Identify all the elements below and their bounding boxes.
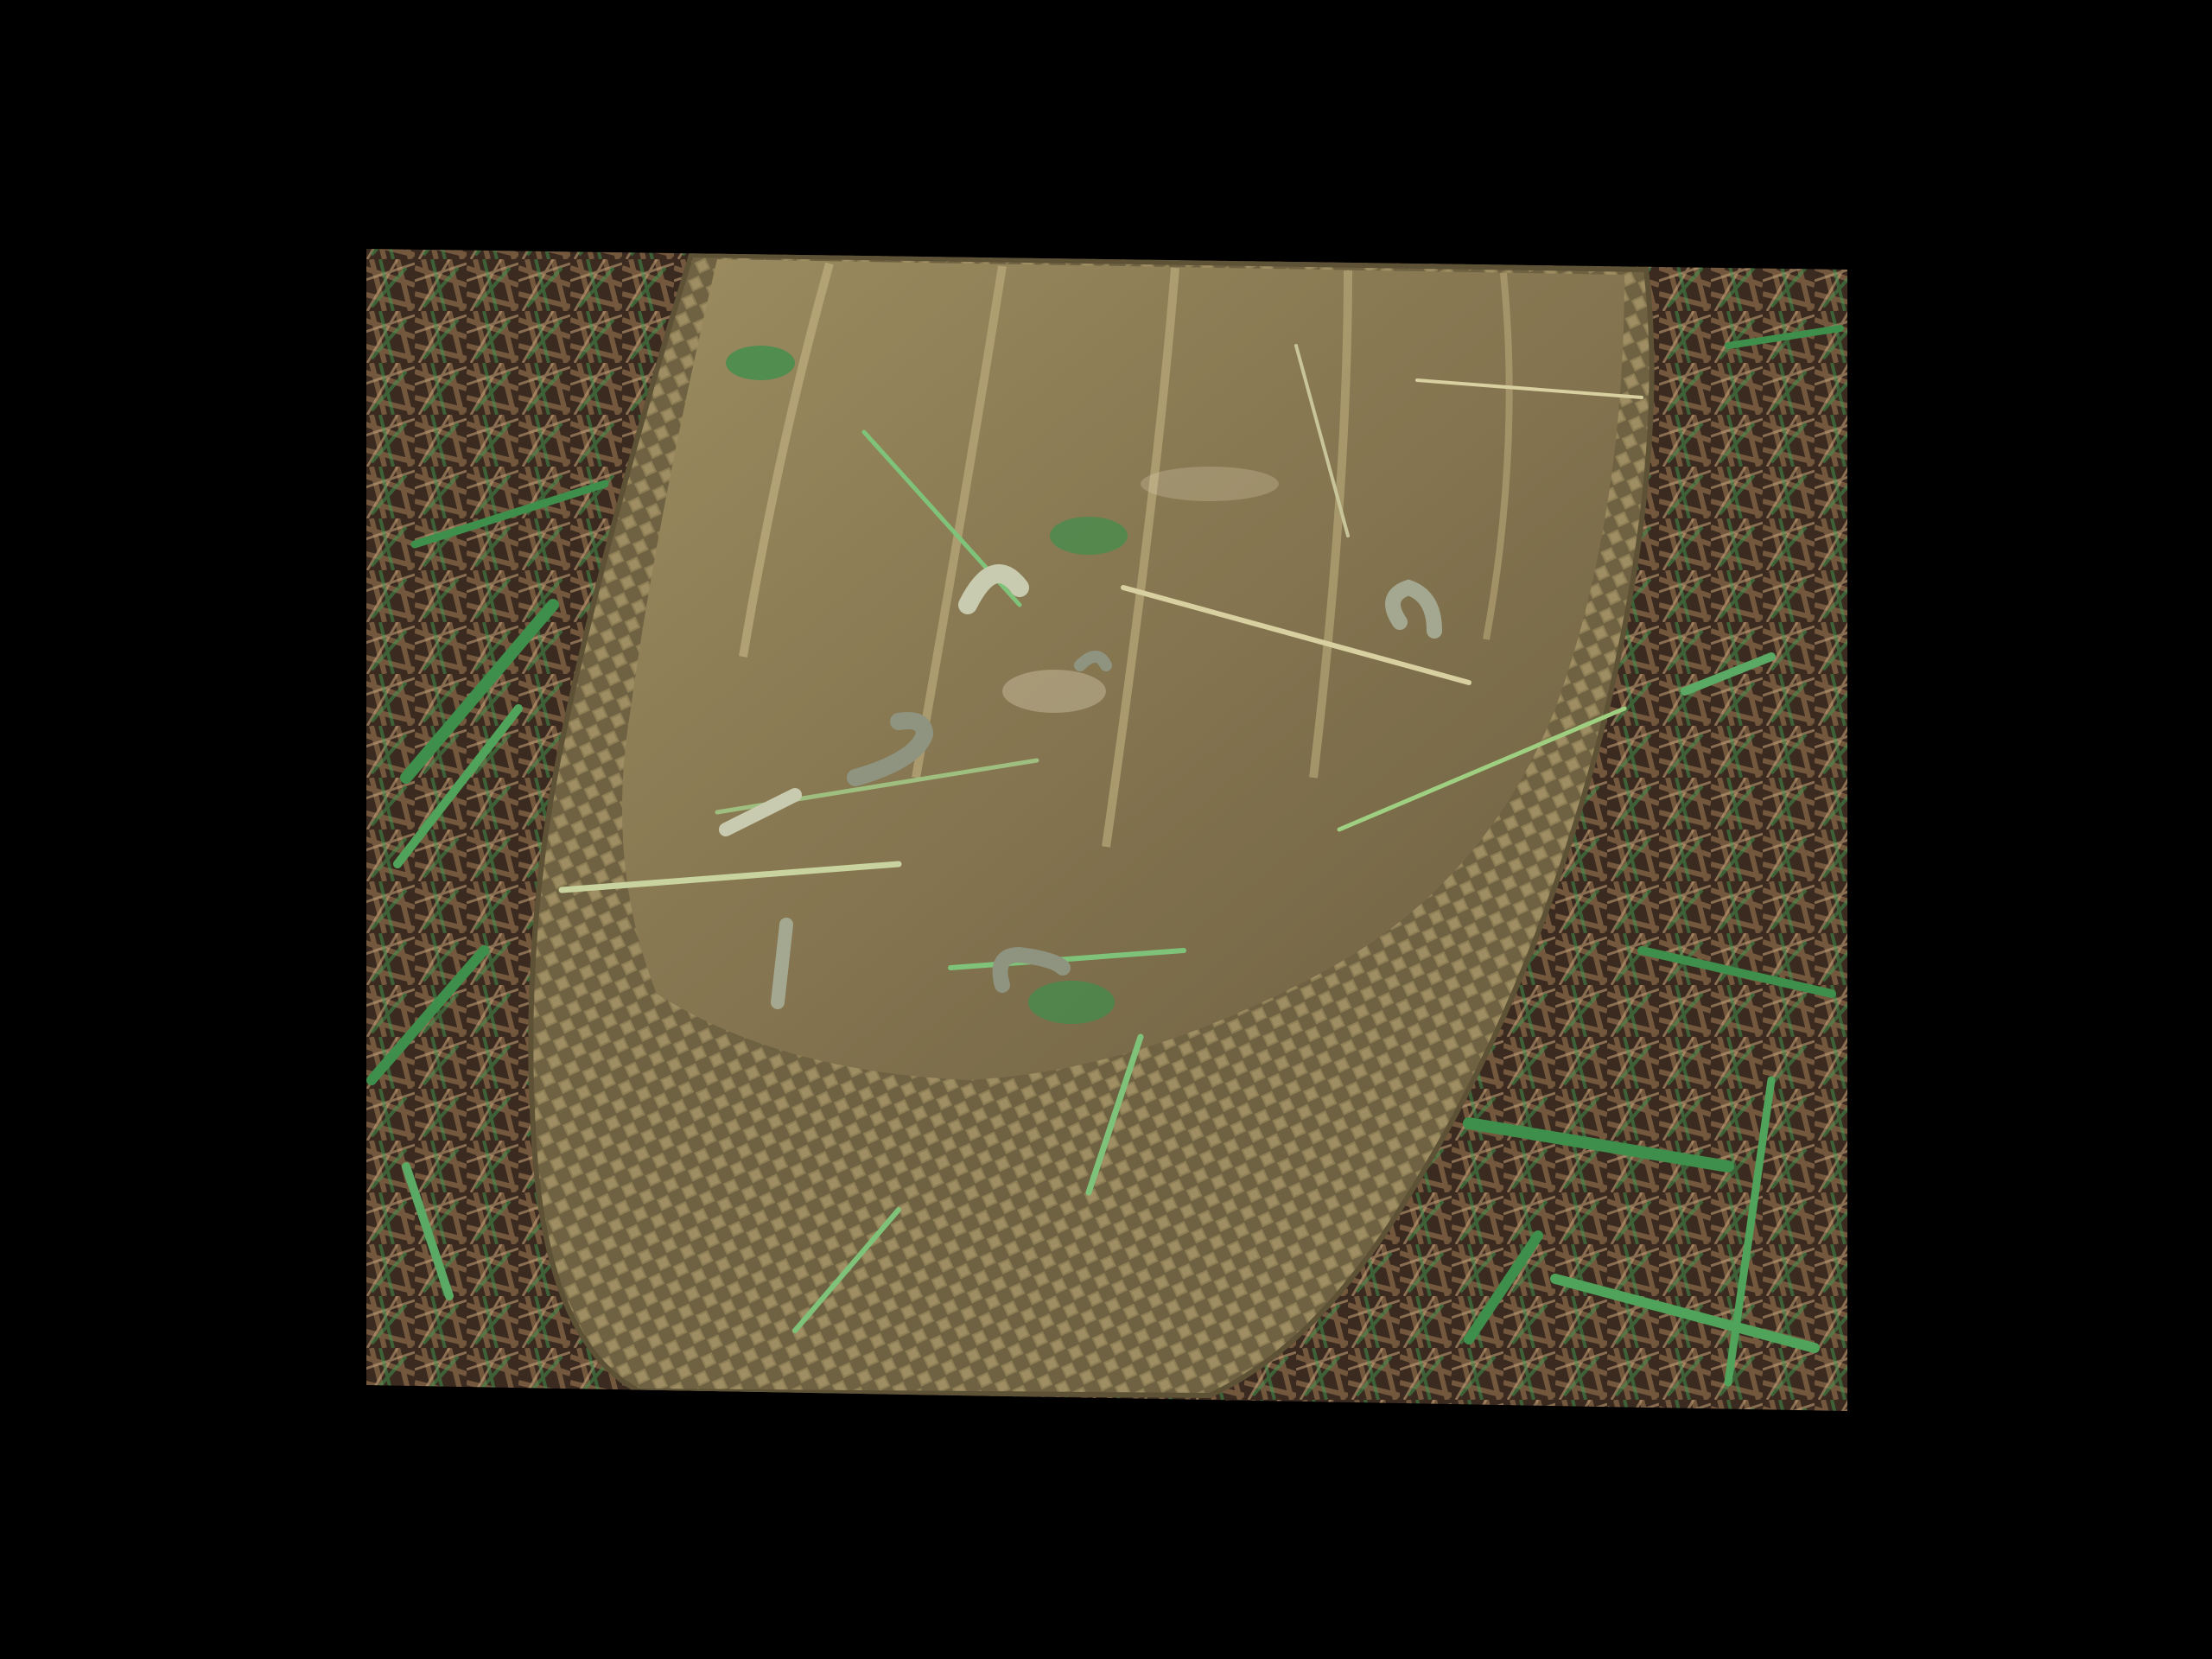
caterpillar (778, 925, 786, 1002)
photo-content (366, 249, 1847, 1411)
